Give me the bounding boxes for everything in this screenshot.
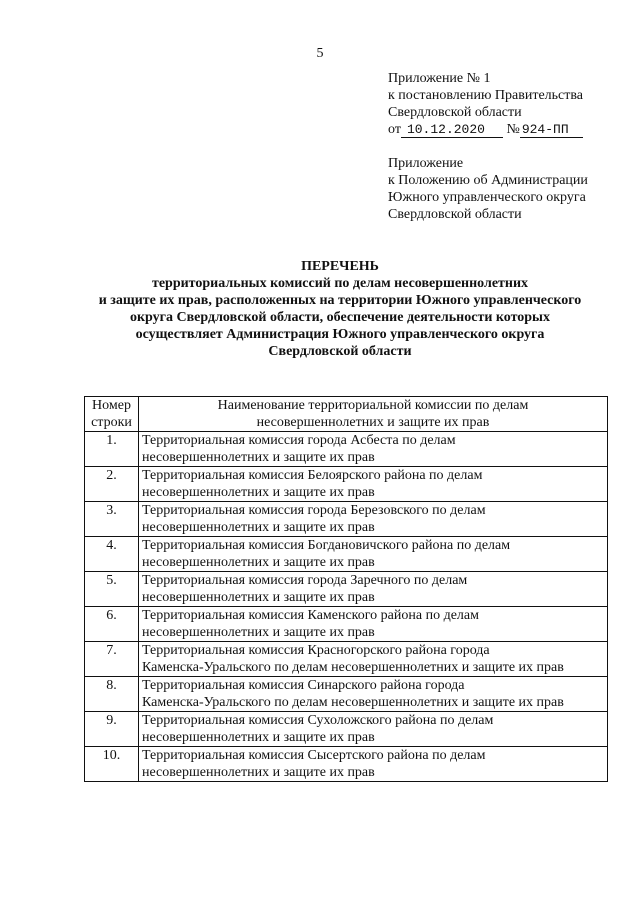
table-row bbox=[85, 747, 608, 782]
table-header-row bbox=[85, 397, 608, 432]
commission-name-line1: Территориальная комиссия города Асбеста по делам bbox=[142, 433, 456, 448]
commission-name-line2: несовершеннолетних и защите их прав bbox=[142, 485, 375, 500]
commission-name-line1: Территориальная комиссия Синарского района города bbox=[142, 678, 465, 693]
commission-name-line2: несовершеннолетних и защите их прав bbox=[142, 625, 375, 640]
document-title bbox=[40, 258, 640, 360]
commission-name-line2: несовершеннолетних и защите их прав bbox=[142, 730, 375, 745]
row-number: 4. bbox=[85, 537, 139, 572]
title-line-6: Свердловской области bbox=[268, 344, 412, 359]
commission-name bbox=[139, 502, 608, 537]
header-name-line2: несовершеннолетних и защите их прав bbox=[256, 415, 490, 430]
commission-name bbox=[139, 537, 608, 572]
commission-name-line1: Территориальная комиссия Сухоложского района по делам bbox=[142, 713, 494, 728]
decree-number: 924-ПП bbox=[520, 122, 583, 138]
header-name-line1: Наименование территориальной комиссии по делам bbox=[217, 398, 529, 413]
row-number: 7. bbox=[85, 642, 139, 677]
commission-name-line2: Каменска-Уральского по делам несовершеннолетних и защите их прав bbox=[142, 695, 564, 710]
row-number: 2. bbox=[85, 467, 139, 502]
commission-name-line2: несовершеннолетних и защите их прав bbox=[142, 555, 375, 570]
decree-date: 10.12.2020 bbox=[401, 122, 503, 138]
title-line-3: и защите их прав, расположенных на территории Южного управленческого bbox=[98, 293, 582, 308]
table-body bbox=[85, 432, 608, 782]
commission-name-line1: Территориальная комиссия города Заречного по делам bbox=[142, 573, 468, 588]
table-row bbox=[85, 572, 608, 607]
appendix-2-line4: Свердловской области bbox=[388, 207, 522, 222]
row-number: 3. bbox=[85, 502, 139, 537]
appendix-1-date-line bbox=[388, 121, 628, 138]
table-row bbox=[85, 607, 608, 642]
row-number: 9. bbox=[85, 712, 139, 747]
commission-name-line2: несовершеннолетних и защите их прав bbox=[142, 520, 375, 535]
date-prefix: от bbox=[388, 122, 401, 137]
appendix-2-line3: Южного управленческого округа bbox=[388, 190, 586, 205]
commission-name bbox=[139, 712, 608, 747]
appendix-1-line3: Свердловской области bbox=[388, 105, 522, 120]
title-line-4: округа Свердловской области, обеспечение деятельности которых bbox=[129, 310, 550, 325]
table-row bbox=[85, 677, 608, 712]
commission-name bbox=[139, 572, 608, 607]
table-row bbox=[85, 502, 608, 537]
row-number: 8. bbox=[85, 677, 139, 712]
commission-name bbox=[139, 642, 608, 677]
appendix-1-line2: к постановлению Правительства bbox=[388, 88, 584, 103]
header-number bbox=[85, 397, 139, 432]
appendix-2-line2: к Положению об Администрации bbox=[388, 173, 588, 188]
appendix-2-title: Приложение bbox=[388, 156, 464, 171]
commission-name-line2: Каменска-Уральского по делам несовершеннолетних и защите их прав bbox=[142, 660, 564, 675]
commission-name-line1: Территориальная комиссия Красногорского района города bbox=[142, 643, 490, 658]
table-row bbox=[85, 432, 608, 467]
commission-name-line1: Территориальная комиссия города Березовского по делам bbox=[142, 503, 486, 518]
commission-name-line1: Территориальная комиссия Каменского района по делам bbox=[142, 608, 479, 623]
commission-name-line1: Территориальная комиссия Белоярского района по делам bbox=[142, 468, 483, 483]
commission-name bbox=[139, 747, 608, 782]
commission-name-line2: несовершеннолетних и защите их прав bbox=[142, 450, 375, 465]
header-number-line1: Номер bbox=[92, 398, 131, 413]
title-line-5: осуществляет Администрация Южного управленческого округа bbox=[135, 327, 545, 342]
row-number: 6. bbox=[85, 607, 139, 642]
appendix-1-block bbox=[388, 70, 628, 138]
number-prefix: № bbox=[506, 122, 520, 137]
commission-name bbox=[139, 607, 608, 642]
commission-name-line2: несовершеннолетних и защите их прав bbox=[142, 590, 375, 605]
appendix-2-block bbox=[388, 155, 628, 223]
appendix-1-title: Приложение № 1 bbox=[388, 71, 491, 86]
page-number: 5 bbox=[316, 46, 324, 61]
table-row bbox=[85, 467, 608, 502]
header-number-line2: строки bbox=[91, 415, 132, 430]
commission-name-line1: Территориальная комиссия Сысертского района по делам bbox=[142, 748, 486, 763]
table-row bbox=[85, 712, 608, 747]
row-number: 10. bbox=[85, 747, 139, 782]
row-number: 1. bbox=[85, 432, 139, 467]
commission-name bbox=[139, 432, 608, 467]
commission-name bbox=[139, 467, 608, 502]
table-row bbox=[85, 642, 608, 677]
row-number: 5. bbox=[85, 572, 139, 607]
title-line-2: территориальных комиссий по делам несовершеннолетних bbox=[151, 276, 529, 291]
commission-name-line1: Территориальная комиссия Богдановичского района по делам bbox=[142, 538, 511, 553]
commission-name-line2: несовершеннолетних и защите их прав bbox=[142, 765, 375, 780]
title-line-1: ПЕРЕЧЕНЬ bbox=[301, 259, 379, 274]
commission-name bbox=[139, 677, 608, 712]
header-name bbox=[139, 397, 608, 432]
table-row bbox=[85, 537, 608, 572]
commissions-table bbox=[84, 396, 608, 782]
